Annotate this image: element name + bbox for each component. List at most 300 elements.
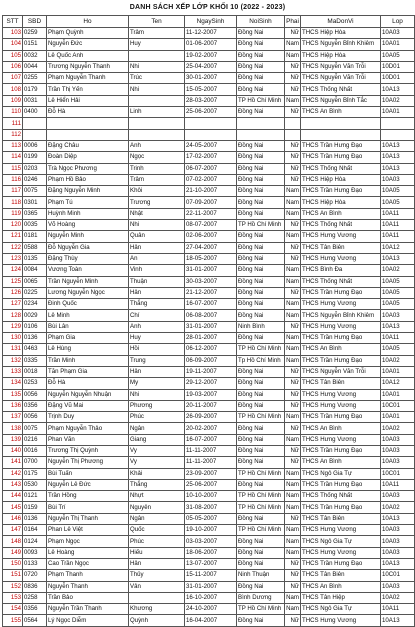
given-name-cell: Vy — [129, 457, 185, 468]
given-name-cell: Trâm — [129, 174, 185, 185]
row-number-cell: 113 — [3, 140, 23, 151]
class-name-cell: 10A05 — [381, 276, 415, 287]
table-row — [3, 468, 415, 479]
school-name-cell: THCS Trần Hưng Đạo — [301, 186, 381, 197]
family-name-cell: Trương Nguyễn Thanh — [47, 61, 129, 72]
given-name-cell: Khôi — [129, 186, 185, 197]
gender-cell: Nữ — [285, 140, 301, 151]
exam-number-cell: 0075 — [23, 186, 47, 197]
birth-date-cell: 11-11-2007 — [185, 457, 237, 468]
class-name-cell: 10A11 — [381, 479, 415, 490]
exam-number-cell: 0032 — [23, 50, 47, 61]
school-name-cell: THCS Ngô Gia Tự — [301, 604, 381, 615]
exam-number-cell: 0365 — [23, 208, 47, 219]
family-name-cell: Nguyễn Đức — [47, 39, 129, 50]
row-number-cell: 148 — [3, 536, 23, 547]
column-header: SBD — [23, 16, 47, 28]
table-row — [3, 118, 415, 129]
family-name-cell: Trần Thị Yến — [47, 84, 129, 95]
birth-place-cell: Đồng Nai — [237, 242, 285, 253]
school-name-cell: THCS Thống Nhất — [301, 220, 381, 231]
exam-number-cell: 0225 — [23, 287, 47, 298]
birth-date-cell: 29-12-2007 — [185, 378, 237, 389]
gender-cell: Nam — [285, 333, 301, 344]
exam-number-cell: 0700 — [23, 457, 47, 468]
birth-date-cell: 26-09-2007 — [185, 412, 237, 423]
table-row — [3, 479, 415, 490]
exam-number-cell — [23, 118, 47, 129]
given-name-cell: Quốc — [129, 525, 185, 536]
exam-number-cell: 0006 — [23, 140, 47, 151]
gender-cell: Nữ — [285, 445, 301, 456]
row-number-cell: 121 — [3, 231, 23, 242]
birth-date-cell: 16-04-2007 — [185, 615, 237, 626]
school-name-cell: THCS Hiệp Hòa — [301, 197, 381, 208]
row-number-cell: 150 — [3, 558, 23, 569]
gender-cell: Nam — [285, 604, 301, 615]
gender-cell: Nữ — [285, 220, 301, 231]
birth-place-cell: Tp Hồ Chí Minh — [237, 355, 285, 366]
exam-number-cell: 0335 — [23, 355, 47, 366]
given-name-cell: Thuận — [129, 276, 185, 287]
exam-number-cell: 0031 — [23, 95, 47, 106]
class-name-cell: 10A13 — [381, 163, 415, 174]
given-name-cell: Phúc — [129, 536, 185, 547]
school-name-cell — [301, 118, 381, 129]
table-row — [3, 366, 415, 377]
school-name-cell: THCS An Bình — [301, 457, 381, 468]
school-name-cell: THCS Nguyễn Bỉnh Khiêm — [301, 310, 381, 321]
class-name-cell: 10A03 — [381, 536, 415, 547]
given-name-cell: My — [129, 378, 185, 389]
school-name-cell: THCS Trần Hưng Đạo — [301, 287, 381, 298]
table-row — [3, 513, 415, 524]
family-name-cell: Phạm Tú — [47, 197, 129, 208]
exam-number-cell: 0084 — [23, 265, 47, 276]
exam-number-cell: 0151 — [23, 39, 47, 50]
birth-date-cell: 30-03-2007 — [185, 276, 237, 287]
family-name-cell: Trà Ngọc Phương — [47, 163, 129, 174]
birth-place-cell: Đồng Nai — [237, 479, 285, 490]
class-name-cell: 10A13 — [381, 615, 415, 626]
class-name-cell: 10A01 — [381, 39, 415, 50]
gender-cell: Nữ — [285, 366, 301, 377]
school-name-cell: THCS Ngô Gia Tự — [301, 536, 381, 547]
family-name-cell: Lê Minh — [47, 310, 129, 321]
row-number-cell: 125 — [3, 276, 23, 287]
class-name-cell: 10D01 — [381, 73, 415, 84]
row-number-cell: 118 — [3, 197, 23, 208]
class-name-cell: 10C01 — [381, 400, 415, 411]
birth-date-cell: 25-06-2007 — [185, 107, 237, 118]
gender-cell: Nam — [285, 547, 301, 558]
exam-number-cell: 0093 — [23, 547, 47, 558]
gender-cell: Nữ — [285, 163, 301, 174]
column-header: Phai — [285, 16, 301, 28]
class-name-cell: 10A05 — [381, 344, 415, 355]
class-name-cell: 10A11 — [381, 231, 415, 242]
row-number-cell: 153 — [3, 592, 23, 603]
birth-date-cell: 05-05-2007 — [185, 513, 237, 524]
row-number-cell: 112 — [3, 129, 23, 140]
birth-date-cell: 18-05-2007 — [185, 253, 237, 264]
gender-cell: Nam — [285, 186, 301, 197]
family-name-cell: Nguyễn Trần Thanh — [47, 604, 129, 615]
table-row — [3, 265, 415, 276]
row-number-cell: 141 — [3, 457, 23, 468]
birth-place-cell: Đồng Nai — [237, 310, 285, 321]
birth-place-cell: TP Hồ Chí Minh — [237, 502, 285, 513]
family-name-cell: Đặng Nguyễn Minh — [47, 186, 129, 197]
school-name-cell: THCS An Bình — [301, 344, 381, 355]
column-header: MaDonVi — [301, 16, 381, 28]
given-name-cell: Quân — [129, 231, 185, 242]
exam-number-cell: 0400 — [23, 107, 47, 118]
table-row — [3, 333, 415, 344]
school-name-cell: THCS Hưng Vương — [301, 434, 381, 445]
class-name-cell: 10A03 — [381, 457, 415, 468]
table-row — [3, 299, 415, 310]
exam-number-cell: 0016 — [23, 445, 47, 456]
table-row — [3, 39, 415, 50]
gender-cell: Nam — [285, 95, 301, 106]
birth-date-cell: 15-05-2007 — [185, 84, 237, 95]
row-number-cell: 136 — [3, 400, 23, 411]
gender-cell: Nữ — [285, 581, 301, 592]
birth-place-cell: Đồng Nai — [237, 366, 285, 377]
gender-cell — [285, 129, 301, 140]
given-name-cell: Giang — [129, 434, 185, 445]
class-name-cell — [381, 129, 415, 140]
row-number-cell: 120 — [3, 220, 23, 231]
birth-date-cell: 19-10-2007 — [185, 525, 237, 536]
birth-date-cell: 24-10-2007 — [185, 604, 237, 615]
school-name-cell: THCS Trần Hưng Đạo — [301, 333, 381, 344]
birth-place-cell: Đồng Nai — [237, 581, 285, 592]
birth-date-cell: 10-10-2007 — [185, 491, 237, 502]
birth-date-cell: 06-07-2007 — [185, 163, 237, 174]
exam-number-cell: 0135 — [23, 253, 47, 264]
gender-cell: Nữ — [285, 513, 301, 524]
birth-date-cell: 31-01-2007 — [185, 581, 237, 592]
class-name-cell: 10A13 — [381, 513, 415, 524]
birth-place-cell: Đồng Nai — [237, 163, 285, 174]
birth-place-cell: TP Hồ Chí Minh — [237, 468, 285, 479]
table-row — [3, 615, 415, 626]
table-row — [3, 197, 415, 208]
exam-number-cell: 0056 — [23, 412, 47, 423]
given-name-cell: Khương — [129, 604, 185, 615]
gender-cell: Nam — [285, 491, 301, 502]
birth-date-cell: 21-12-2007 — [185, 287, 237, 298]
birth-date-cell: 31-01-2007 — [185, 265, 237, 276]
birth-place-cell: Đồng Nai — [237, 73, 285, 84]
birth-place-cell: Đồng Nai — [237, 299, 285, 310]
row-number-cell: 106 — [3, 61, 23, 72]
gender-cell: Nữ — [285, 389, 301, 400]
family-name-cell: Bùi Tuấn — [47, 468, 129, 479]
gender-cell: Nữ — [285, 321, 301, 332]
birth-place-cell: Đồng Nai — [237, 208, 285, 219]
column-header: NgaySinh — [185, 16, 237, 28]
exam-number-cell: 0203 — [23, 163, 47, 174]
row-number-cell: 155 — [3, 615, 23, 626]
birth-date-cell: 21-10-2007 — [185, 186, 237, 197]
row-number-cell: 152 — [3, 581, 23, 592]
exam-number-cell: 0179 — [23, 84, 47, 95]
table-row — [3, 604, 415, 615]
birth-place-cell: Đồng Nai — [237, 28, 285, 39]
table-row — [3, 400, 415, 411]
exam-number-cell: 0133 — [23, 558, 47, 569]
school-name-cell: THCS Tân Biên — [301, 513, 381, 524]
row-number-cell: 129 — [3, 321, 23, 332]
birth-date-cell — [185, 118, 237, 129]
birth-date-cell: 30-01-2007 — [185, 73, 237, 84]
gender-cell: Nam — [285, 525, 301, 536]
family-name-cell: Phan Lê Việt — [47, 525, 129, 536]
family-name-cell: Trịnh Duy — [47, 412, 129, 423]
table-body — [3, 28, 415, 627]
exam-number-cell: 0106 — [23, 321, 47, 332]
school-name-cell: THCS Trần Hưng Đạo — [301, 152, 381, 163]
family-name-cell: Cao Trần Ngọc — [47, 558, 129, 569]
table-row — [3, 152, 415, 163]
birth-place-cell: Đồng Nai — [237, 445, 285, 456]
class-name-cell: 10A02 — [381, 95, 415, 106]
birth-date-cell: 19-02-2007 — [185, 50, 237, 61]
table-row — [3, 389, 415, 400]
class-name-cell: 10A03 — [381, 445, 415, 456]
class-name-cell: 10A13 — [381, 253, 415, 264]
gender-cell: Nam — [285, 344, 301, 355]
birth-date-cell: 06-09-2007 — [185, 355, 237, 366]
school-name-cell: THCS Hưng Vương — [301, 231, 381, 242]
birth-place-cell: Đồng Nai — [237, 457, 285, 468]
given-name-cell: Ngọc — [129, 152, 185, 163]
row-number-cell: 132 — [3, 355, 23, 366]
birth-date-cell: 23-09-2007 — [185, 468, 237, 479]
family-name-cell: Bùi Trí — [47, 502, 129, 513]
birth-date-cell: 11-11-2007 — [185, 445, 237, 456]
class-name-cell: 10A03 — [381, 28, 415, 39]
class-name-cell: 10A12 — [381, 378, 415, 389]
birth-place-cell: Đồng Nai — [237, 434, 285, 445]
family-name-cell: Huỳnh Minh — [47, 208, 129, 219]
birth-place-cell: Đồng Nai — [237, 287, 285, 298]
row-number-cell: 133 — [3, 366, 23, 377]
row-number-cell: 111 — [3, 118, 23, 129]
birth-place-cell: Đồng Nai — [237, 50, 285, 61]
exam-number-cell: 0199 — [23, 152, 47, 163]
school-name-cell: THCS Hưng Vương — [301, 299, 381, 310]
school-name-cell: THCS Nguyễn Văn Trỗi — [301, 61, 381, 72]
birth-place-cell: Ninh Bình — [237, 321, 285, 332]
school-name-cell: THCS Hưng Vương — [301, 615, 381, 626]
given-name-cell: Linh — [129, 107, 185, 118]
given-name-cell: Phúc — [129, 412, 185, 423]
row-number-cell: 109 — [3, 95, 23, 106]
gender-cell: Nam — [285, 468, 301, 479]
exam-number-cell: 0124 — [23, 536, 47, 547]
page-title: DANH SÁCH XẾP LỚP KHỐI 10 (2022 - 2023) — [129, 4, 286, 11]
gender-cell: Nam — [285, 265, 301, 276]
school-name-cell: THCS Nguyễn Văn Trỗi — [301, 73, 381, 84]
school-name-cell: THCS Trần Hưng Đạo — [301, 355, 381, 366]
birth-date-cell: 02-06-2007 — [185, 231, 237, 242]
gender-cell: Nam — [285, 355, 301, 366]
table-row — [3, 107, 415, 118]
family-name-cell: Trần Nguyễn Minh — [47, 276, 129, 287]
exam-number-cell: 0588 — [23, 242, 47, 253]
row-number-cell: 139 — [3, 434, 23, 445]
given-name-cell: Quỳnh — [129, 615, 185, 626]
class-name-cell: 10A03 — [381, 174, 415, 185]
given-name-cell: Trinh — [129, 163, 185, 174]
row-number-cell: 123 — [3, 253, 23, 264]
school-name-cell — [301, 129, 381, 140]
family-name-cell: Phạm Quỳnh — [47, 28, 129, 39]
family-name-cell: Trần Minh — [47, 355, 129, 366]
table-row — [3, 423, 415, 434]
birth-date-cell: 06-12-2007 — [185, 344, 237, 355]
family-name-cell: Nguyễn Thanh — [47, 581, 129, 592]
row-number-cell: 103 — [3, 28, 23, 39]
gender-cell: Nữ — [285, 174, 301, 185]
birth-place-cell: Đồng Nai — [237, 615, 285, 626]
family-name-cell: Bùi Lân — [47, 321, 129, 332]
school-name-cell: THCS Nguyễn Văn Trỗi — [301, 366, 381, 377]
class-name-cell: 10A01 — [381, 412, 415, 423]
gender-cell: Nam — [285, 536, 301, 547]
row-number-cell: 144 — [3, 491, 23, 502]
family-name-cell: Lê Hùng — [47, 344, 129, 355]
gender-cell: Nam — [285, 412, 301, 423]
family-name-cell: Nguyễn Lê Đức — [47, 479, 129, 490]
birth-place-cell: TP Hồ Chí Minh — [237, 491, 285, 502]
family-name-cell: Đinh Quốc — [47, 299, 129, 310]
birth-place-cell — [237, 129, 285, 140]
birth-date-cell: 28-03-2007 — [185, 95, 237, 106]
birth-place-cell: TP Hồ Chí Minh — [237, 95, 285, 106]
row-number-cell: 107 — [3, 73, 23, 84]
given-name-cell: Huy — [129, 333, 185, 344]
row-number-cell: 110 — [3, 107, 23, 118]
family-name-cell: Trần Bảo — [47, 592, 129, 603]
gender-cell: Nữ — [285, 242, 301, 253]
family-name-cell: Lê Hoàng — [47, 547, 129, 558]
given-name-cell: Nhi — [129, 84, 185, 95]
table-row — [3, 242, 415, 253]
table-row — [3, 412, 415, 423]
row-number-cell: 105 — [3, 50, 23, 61]
birth-date-cell: 08-07-2007 — [185, 220, 237, 231]
gender-cell: Nữ — [285, 378, 301, 389]
given-name-cell: Nhi — [129, 220, 185, 231]
school-name-cell: THCS Hiệp Hòa — [301, 28, 381, 39]
birth-place-cell: Đồng Nai — [237, 253, 285, 264]
given-name-cell: Vinh — [129, 265, 185, 276]
table-row — [3, 457, 415, 468]
class-name-cell: 10D01 — [381, 61, 415, 72]
family-name-cell: Tăn Phạm Gia — [47, 366, 129, 377]
class-name-cell: 10A05 — [381, 287, 415, 298]
class-name-cell: 10A03 — [381, 491, 415, 502]
table-row — [3, 491, 415, 502]
exam-number-cell: 0056 — [23, 389, 47, 400]
table-row — [3, 129, 415, 140]
family-name-cell: Lý Ngọc Diễm — [47, 615, 129, 626]
table-row — [3, 140, 415, 151]
class-name-cell: 10A05 — [381, 50, 415, 61]
gender-cell: Nam — [285, 479, 301, 490]
birth-place-cell: Đồng Nai — [237, 39, 285, 50]
family-name-cell: Nguyễn Thị Thanh — [47, 513, 129, 524]
family-name-cell: Phạm Thanh — [47, 570, 129, 581]
birth-date-cell — [185, 129, 237, 140]
school-name-cell: THCS Thống Nhất — [301, 491, 381, 502]
table-row — [3, 50, 415, 61]
given-name-cell: Trung — [129, 355, 185, 366]
birth-place-cell: Đồng Nai — [237, 107, 285, 118]
family-name-cell: Đỗ Hà — [47, 107, 129, 118]
school-name-cell: THCS Tân Biên — [301, 378, 381, 389]
family-name-cell: Đặng Thùy — [47, 253, 129, 264]
gender-cell: Nữ — [285, 107, 301, 118]
birth-date-cell: 17-02-2007 — [185, 152, 237, 163]
column-header: Ten — [129, 16, 185, 28]
birth-date-cell: 25-04-2007 — [185, 61, 237, 72]
exam-number-cell: 0044 — [23, 61, 47, 72]
school-name-cell: THCS Nguyễn Bỉnh Tắc — [301, 95, 381, 106]
school-name-cell: THCS An Bình — [301, 107, 381, 118]
family-name-cell: Phạm Gia — [47, 333, 129, 344]
gender-cell: Nữ — [285, 84, 301, 95]
table-row — [3, 344, 415, 355]
birth-date-cell: 03-03-2007 — [185, 536, 237, 547]
class-name-cell: 10C01 — [381, 468, 415, 479]
table-row — [3, 73, 415, 84]
birth-place-cell: Đồng Nai — [237, 513, 285, 524]
class-name-cell: 10A03 — [381, 547, 415, 558]
table-row — [3, 547, 415, 558]
table-row — [3, 208, 415, 219]
given-name-cell: Hân — [129, 366, 185, 377]
school-name-cell: THCS Trần Hưng Đạo — [301, 140, 381, 151]
table-row — [3, 231, 415, 242]
exam-number-cell: 0216 — [23, 434, 47, 445]
family-name-cell: Đặng Vũ Mai — [47, 400, 129, 411]
school-name-cell: THCS Trần Hưng Đạo — [301, 502, 381, 513]
gender-cell: Nam — [285, 39, 301, 50]
column-header: Lop — [381, 16, 415, 28]
row-number-cell: 154 — [3, 604, 23, 615]
row-number-cell: 114 — [3, 152, 23, 163]
birth-date-cell: 16-07-2007 — [185, 299, 237, 310]
class-name-cell: 10A03 — [381, 581, 415, 592]
birth-date-cell: 20-02-2007 — [185, 423, 237, 434]
class-name-cell: 10A13 — [381, 321, 415, 332]
exam-number-cell: 0356 — [23, 400, 47, 411]
exam-number-cell: 0175 — [23, 468, 47, 479]
given-name-cell: Vân — [129, 581, 185, 592]
school-name-cell: THCS Tân Biên — [301, 570, 381, 581]
class-name-cell: 10A13 — [381, 558, 415, 569]
birth-place-cell: Đồng Nai — [237, 186, 285, 197]
birth-date-cell: 28-01-2007 — [185, 333, 237, 344]
given-name-cell: Anh — [129, 140, 185, 151]
birth-place-cell: TP Hồ Chí Minh — [237, 604, 285, 615]
